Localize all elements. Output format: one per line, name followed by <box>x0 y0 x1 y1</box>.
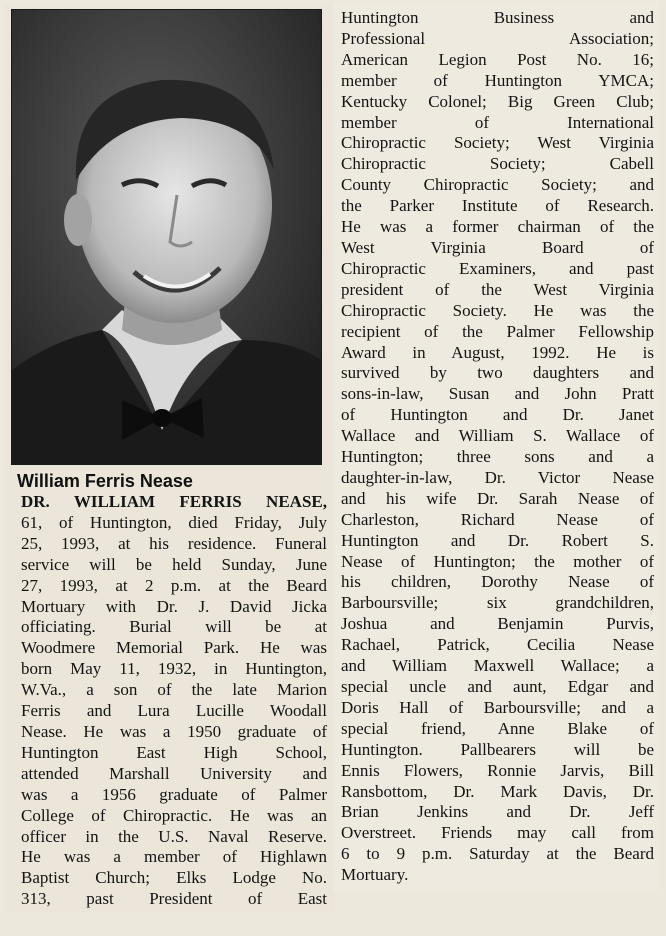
obituary-text-left-column <box>21 492 327 910</box>
text-line: 313, past President of East <box>21 889 327 909</box>
text-line: Professional Association; <box>341 28 654 48</box>
text-line: Ferris and Lura Lucille Woodall <box>21 701 327 721</box>
text-line: W.Va., a son of the late Marion <box>21 680 327 700</box>
text-line: attended Marshall University and <box>21 763 327 783</box>
portrait-photo <box>11 9 322 465</box>
text-line: special friend, Anne Blake of <box>341 718 654 738</box>
obituary-text-right-column <box>341 8 654 886</box>
text-line: Brian Jenkins and Dr. Jeff <box>341 802 654 822</box>
text-line: Award in August, 1992. He is <box>341 342 654 362</box>
text-line: survived by two daughters and <box>341 363 654 383</box>
text-line: daughter-in-law, Dr. Victor Nease <box>341 467 654 487</box>
text-line: Mortuary. <box>341 865 409 885</box>
text-line: sons-in-law, Susan and John Pratt <box>341 384 654 404</box>
text-line: West Virginia Board of <box>341 237 654 257</box>
text-line: recipient of the Palmer Fellowship <box>341 321 654 341</box>
text-line: special uncle and aunt, Edgar and <box>341 677 654 696</box>
text-line: County Chiropractic Society; and <box>341 175 654 195</box>
text-line: College of Chiropractic. He was an <box>21 805 327 825</box>
text-line: He was a former chairman of the <box>341 217 654 237</box>
text-line: Rachael, Patrick, Cecilia Nease <box>341 635 654 655</box>
text-line: Chiropractic Examiners, and past <box>341 258 654 278</box>
text-line: born May 11, 1932, in Huntington, <box>21 659 327 679</box>
text-line: and William Maxwell Wallace; a <box>341 656 654 676</box>
text-line: service will be held Sunday, June <box>21 554 327 574</box>
text-line: Barboursville; six grandchildren, <box>341 593 654 613</box>
text-line: DR. WILLIAM FERRIS NEASE, <box>21 492 327 511</box>
text-line: 6 to 9 p.m. Saturday at the Beard <box>341 844 654 864</box>
text-line: Wallace and William S. Wallace of <box>341 426 654 446</box>
text-line: 25, 1993, at his residence. Funeral <box>21 533 327 553</box>
portrait-illustration <box>12 10 321 464</box>
text-line: He was a member of Highlawn <box>21 847 327 867</box>
text-line: Huntington; three sons and a <box>341 447 654 467</box>
text-line: Joshua and Benjamin Purvis, <box>341 614 654 634</box>
text-line: Huntington Business and <box>341 8 654 27</box>
text-line: was a 1956 graduate of Palmer <box>21 784 327 804</box>
text-line: Ransbottom, Dr. Mark Davis, Dr. <box>341 781 654 801</box>
text-line: Baptist Church; Elks Lodge No. <box>21 868 327 888</box>
text-line: American Legion Post No. 16; <box>341 49 654 69</box>
text-line: and his wife Dr. Sarah Nease of <box>341 488 654 508</box>
text-line: Ennis Flowers, Ronnie Jarvis, Bill <box>341 760 654 780</box>
text-line: Huntington East High School, <box>21 742 327 762</box>
obituary-headline: William Ferris Nease <box>17 471 193 491</box>
text-line: of Huntington and Dr. Janet <box>341 405 654 425</box>
text-line: 61, of Huntington, died Friday, July <box>21 512 327 532</box>
text-line: Chiropractic Society. He was the <box>341 300 654 320</box>
text-line: the Parker Institute of Research. <box>341 196 654 216</box>
text-line: Woodmere Memorial Park. He was <box>21 638 327 658</box>
text-line: member of Huntington YMCA; <box>341 70 654 90</box>
text-line: Charleston, Richard Nease of <box>341 509 654 529</box>
text-line: president of the West Virginia <box>341 279 654 299</box>
text-line: Nease. He was a 1950 graduate of <box>21 721 327 741</box>
text-line: Nease of Huntington; the mother of <box>341 551 654 571</box>
text-line: Overstreet. Friends may call from <box>341 823 654 843</box>
text-line: officer in the U.S. Naval Reserve. <box>21 826 327 846</box>
text-line: 27, 1993, at 2 p.m. at the Beard <box>21 575 327 595</box>
text-line: Huntington. Pallbearers will be <box>341 739 654 759</box>
text-line: member of International <box>341 112 654 132</box>
text-line: Doris Hall of Barboursville; and a <box>341 697 654 717</box>
text-line: Mortuary with Dr. J. David Jicka <box>21 596 327 616</box>
text-line: Kentucky Colonel; Big Green Club; <box>341 91 654 111</box>
text-line: Chiropractic Society; Cabell <box>341 154 654 174</box>
text-line: officiating. Burial will be at <box>21 617 327 637</box>
text-line: Chiropractic Society; West Virginia <box>341 133 654 153</box>
text-line: his children, Dorothy Nease of <box>341 572 654 592</box>
text-line: Huntington and Dr. Robert S. <box>341 530 654 550</box>
